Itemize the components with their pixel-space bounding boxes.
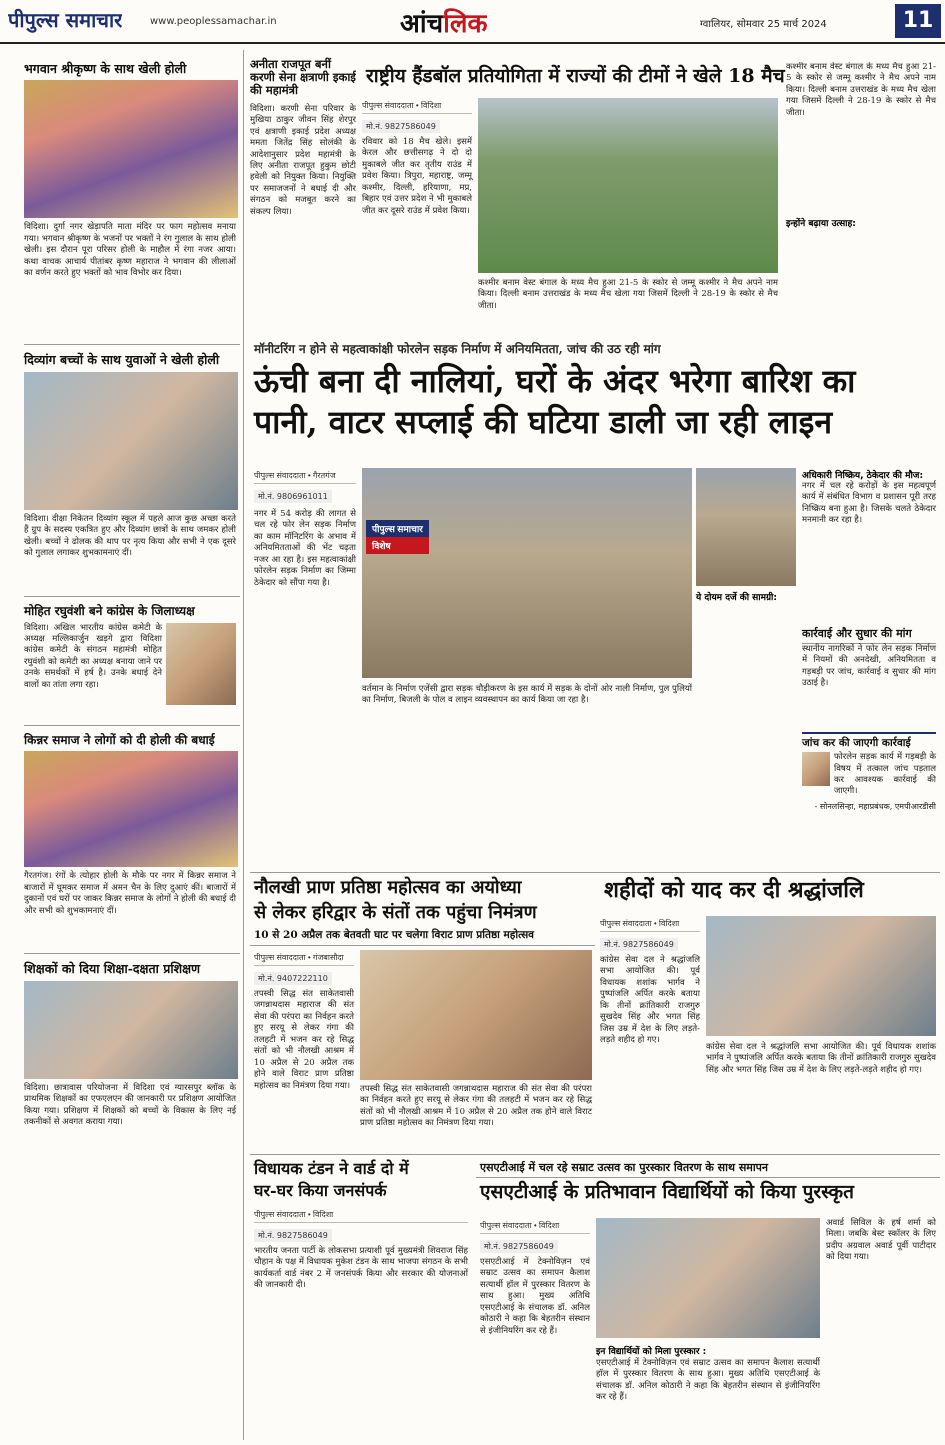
headline-line2: घर-घर किया जनसंपर्क	[254, 1181, 387, 1201]
story-subhead: इन विद्यार्थियों को मिला पुरस्कार :	[596, 1347, 707, 1357]
section-rule	[250, 1154, 940, 1155]
left-column	[4, 48, 240, 1440]
story-body: कांग्रेस सेवा दल ने श्रद्धांजलि सभा आयोजित की। पूर्व विधायक शशांक भार्गव ने पुष्पांजलि अर्पित करके बताया कि तीनों क्रांतिकारी राजगुरु सुखदेव सिंह और भगत सिंह जिस उम्र में देश के लिए लड़ते-लड़ते शहीद हो गए।	[600, 955, 700, 1046]
story-body: तपस्वी सिद्ध संत साकेतवासी जगन्नाथदास महाराज की संत सेवा की परंपरा का निर्वहन करते हुए सरयू से लेकर गंगा की तलहटी में भजन कर रहे सिद्ध संतों को भी नौलखी आश्रम में 10 अप्रैल से 20 अप्रैल तक होने वाले विराट प्राण प्रतिष्ठा महोत्सव का निमंत्रण दिया गया।	[360, 1084, 592, 1129]
lead-right-column	[802, 468, 936, 581]
byline: पीपुल्स संवाददाता • विदिशा	[254, 1207, 468, 1223]
official-portrait	[802, 752, 830, 786]
website-url: www.peoplessamachar.in	[150, 16, 277, 27]
lead-byline-block	[254, 468, 356, 869]
story-headline: शिक्षकों को दिया शिक्षा-दक्षता प्रशिक्षण	[24, 961, 201, 977]
training-photo	[24, 981, 238, 1079]
headline-line2: से लेकर हरिद्वार के संतों तक पहुंचा निमंत्रण	[254, 901, 537, 923]
story-body: अवार्ड सिविल के हर्ष शर्मा को मिला। जबकि बेस्ट स्कॉलर के लिए प्रदीप अग्रवाल अवार्ड पूर्वी पाटीदार को दिया गया।	[826, 1218, 936, 1263]
story-subhead: कार्रवाई और सुधार की मांग	[802, 628, 936, 644]
story-subhead: इन्होंने बढ़ाया उत्साह:	[786, 219, 856, 229]
story-subhead: अधिकारी निष्क्रिय, ठेकेदार की मौज:	[802, 471, 924, 481]
mobile-number: मो.नं. 9407222110	[254, 972, 332, 985]
mobile-number: मो.नं. 9827586049	[600, 938, 678, 951]
story-body: स्थानीय नागरिकों ने फोर लेन सड़क निर्माण में नियमों की अनदेखी, अनियमितता व गड़बड़ी पर जांच, कार्रवाई व सुधार की मांग उठाई है।	[802, 643, 936, 689]
lead-kicker: मॉनीटरिंग न होने से महत्वाकांक्षी फोरलेन सड़क निर्माण में अनियमितता, जांच की उठ रही मांग	[254, 342, 661, 356]
mobile-number: मो.नं. 9827586049	[254, 1229, 332, 1242]
story-body: भारतीय जनता पार्टी के लोकसभा प्रत्याशी पूर्व मुख्यमंत्री शिवराज सिंह चौहान के पक्ष में विधायक मुकेश टंडन के साथ भाजपा संगठन के सभी कार्यकर्ता वार्ड नंबर 2 में जनसंपर्क किया और सरकार की योजनाओं की जानकारी दी।	[254, 1245, 468, 1291]
sati-story	[476, 1158, 940, 1440]
road-construction-photo	[362, 468, 692, 678]
story-body: एसएटीआई में टेक्नोविज़न एवं सम्राट उत्सव का समापन कैलाश सत्यार्थी हॉल में पुरस्कार वितरण के साथ हुआ। मुख्य अतिथि एसएटीआई के संचालक डॉ. अनिल कोठारी ने कहा कि बेहतरीन संस्थान से इंजीनियरिंग कर रहे हैं।	[596, 1358, 820, 1403]
shaheed-story	[600, 876, 940, 1152]
section-title-b: लिक	[443, 9, 488, 39]
tag-brand: पीपुल्स समाचार	[366, 520, 429, 537]
story-headline: भगवान श्रीकृष्ण के साथ खेली होली	[24, 61, 187, 76]
story-body: कांग्रेस सेवा दल ने श्रद्धांजलि सभा आयोजित की। पूर्व विधायक शशांक भार्गव ने पुष्पांजलि अर्पित करके बताया कि तीनों क्रांतिकारी राजगुरु सुखदेव सिंह और भगत सिंह जिस उम्र में देश के लिए लड़ते-लड़ते शहीद हो गए।	[706, 1042, 936, 1075]
story-block	[4, 623, 240, 719]
mobile-number: मो.नं. 9806961011	[254, 490, 332, 503]
story-headline: एसएटीआई के प्रतिभावान विद्यार्थियों को किया पुरस्कृत	[480, 1181, 854, 1203]
story-headline: राष्ट्रीय हैंडबॉल प्रतियोगिता में राज्यों की टीमों ने खेले 18 मैच	[366, 65, 785, 87]
story-body: तपस्वी सिद्ध संत साकेतवासी जगन्नाथदास महाराज की संत सेवा की परंपरा का निर्वहन करते हुए सरयू से लेकर गंगा की तलहटी में भजन कर रहे सिद्ध संतों को भी नौलखी आश्रम में 10 अप्रैल से 20 अप्रैल तक होने वाले विराट प्राण प्रतिष्ठा महोत्सव का निमंत्रण दिया गया।	[254, 989, 354, 1091]
story-body: विदिशा। दीक्षा निकेतन दिव्यांग स्कूल में पहले आज कुछ अच्छा करते हैं ग्रुप के सदस्य एकत्रित हुए और दिव्यांग छात्रों के साथ जमकर होली खेली। बच्चों ने ढोलक की थाप पर नृत्य किया और सभी ने एक दूसरे को गुलाल लगाकर शुभकामनाएं दीं।	[24, 513, 236, 559]
special-tag	[366, 520, 429, 554]
story-headline: अनीता राजपूत बनीं करणी सेना क्षत्राणी इकाई की महामंत्री	[250, 57, 356, 98]
award-photo	[596, 1218, 820, 1338]
quote-headline: जांच कर की जाएगी कार्रवाई	[802, 737, 911, 749]
byline-block	[254, 950, 354, 1152]
lead-headline-line1: ऊंची बना दी नालियां, घरों के अंदर भरेगा बारिश का	[254, 362, 856, 400]
handball-right	[786, 62, 936, 229]
story-headline: दिव्यांग बच्चों के साथ युवाओं ने खेली होली	[24, 352, 220, 368]
byline-block	[362, 98, 472, 327]
byline: पीपुल्स संवाददाता • विदिशा	[362, 98, 472, 114]
lead-right-column-2	[802, 628, 936, 724]
dateline: ग्वालियर, सोमवार 25 मार्च 2024	[700, 19, 827, 30]
section-title-a: आंच	[400, 9, 444, 39]
quote-body: फोरलेन सड़क कार्य में गड़बड़ी के विषय में तत्काल जांच पड़ताल कर आवश्यक कार्रवाई की जाएगी।	[834, 752, 936, 797]
story-body: एसएटीआई में टेक्नोविज़न एवं सम्राट उत्सव का समापन कैलाश सत्यार्थी हॉल में पुरस्कार वितरण के साथ हुआ। मुख्य अतिथि एसएटीआई के संचालक डॉ. अनिल कोठारी ने कहा कि बेहतरीन संस्थान से इंजीनियरिंग कर रहे हैं।	[480, 1257, 590, 1336]
byline-block	[600, 916, 700, 1135]
newspaper-logo: पीपुल्स समाचार	[8, 8, 123, 32]
byline-block	[250, 1207, 472, 1426]
story-body: नगर में चल रहे करोड़ों के इस महत्वपूर्ण कार्य में संबंधित विभाग व प्रशासन पूरी तरह निष्क्रिय बना हुआ है। जिसके चलते ठेकेदार मनमानी कर रहा है।	[802, 481, 936, 526]
quote-author: - सोनलसिन्हा, महाप्रबंधक, एमपीआरडीसी	[814, 802, 936, 812]
quote-row	[802, 752, 936, 802]
handball-story	[362, 62, 940, 334]
mobile-number: मो.नं. 9827586049	[362, 120, 440, 133]
story-body: गैरतगंज। रंगों के त्योहार होली के मौके पर नगर में किन्नर समाज ने बाजारों में घूमकर समाज में अमन चैन के लिए दुआएं कीं। बाजारों में दुकानों एवं घरों पर जाकर किन्नर समाज के लोगों ने होली की बधाई दी और सभी को शुभकामनाएं दीं।	[24, 871, 236, 916]
drain-photo	[696, 468, 796, 586]
story-body: विदिशा। करणी सेना परिवार के मुखिया ठाकुर जीवन सिंह शेरपुर एवं क्षत्राणी इकाई प्रदेश अध्यक्ष ममता जितेंद्र सिंह सोलंकी के आदेशानुसार प्रदेश महामंत्री के लिए अनीता राजपूत हुकुम छोटी हवेली को नियुक्त किया। नियुक्ति पर समाजजनों ने बधाई दी और संगठन को मजबूत करने का संकल्प लिया।	[250, 103, 356, 217]
lead-headline-line2: पानी, वाटर सप्लाई की घटिया डाली जा रही लाइन	[254, 402, 833, 441]
byline: पीपुल्स संवाददाता • गंजबासौदा	[254, 950, 354, 966]
byline: पीपुल्स संवाददाता • विदिशा	[600, 916, 700, 932]
story-headline: शहीदों को याद कर दी श्रद्धांजलि	[604, 877, 864, 903]
tribute-photo	[706, 916, 936, 1036]
story-body: वर्तमान के निर्माण एजेंसी द्वारा सड़क चौड़ीकरण के इस कार्य में सड़क के दोनों ओर नाली निर्माण, पुल पुलियों का निर्माण, बिजली के पोल व लाइन व्यवस्थापन का कार्य किया जा रहा है।	[362, 684, 692, 706]
byline: पीपुल्स संवाददाता • गैरतगंज	[254, 468, 356, 484]
headline-line1: नौलखी प्राण प्रतिष्ठा महोत्सव का अयोध्या	[254, 877, 522, 898]
tandon-story	[250, 1158, 472, 1440]
tag-label: विशेष	[366, 537, 429, 554]
story-body: नगर में 54 करोड़ की लागत से चल रहे फोर लेन सड़क निर्माण का काम मॉनिटरिंग के अभाव में अनियमितताओं की भेंट चढ़ता नजर आ रहा है। इस महत्वाकांक्षी फोरलेन सड़क निर्माण का जिम्मा ठेकेदार को सौंपा गया है।	[254, 509, 356, 588]
karni-sena-story	[250, 52, 356, 380]
photo-caption: ये दोयम दर्जे की सामग्री:	[696, 593, 777, 603]
divyang-holi-photo	[24, 372, 238, 510]
handball-photo	[478, 98, 778, 273]
mobile-number: मो.नं. 9827586049	[480, 1240, 558, 1253]
story-body: रविवार को 18 मैच खेले। इसमें केरल और छत्तीसगढ़ ने दो दो मुकाबले जीत कर तृतीय राउंड में प्रवेश किया। त्रिपुरा, महाराष्ट्र, जम्मू कश्मीर, दिल्ली, हरियाणा, मप्र, बिहार एवं उत्तर प्रदेश ने भी मुकाबले जीत कर दूसरे राउंड में प्रवेश किया।	[362, 137, 472, 216]
story-subtitle: 10 से 20 अप्रैल तक बेतवती घाट पर चलेगा विराट प्राण प्रतिष्ठा महोत्सव	[250, 925, 595, 946]
lead-story	[250, 340, 940, 870]
section-title	[400, 4, 487, 40]
headline-line1: विधायक टंडन ने वार्ड दो में	[254, 1159, 409, 1178]
story-body: विदिशा। दुर्गा नगर खेड़ापति माता मंदिर पर फाग महोत्सव मनाया गया। भगवान श्रीकृष्ण के भजनों पर भक्तों ने रंग गुलाल के साथ होली खेली। इस दौरान पूरा परिसर होली के माहौल में रंगा नजर आया। कथा वाचक आचार्य पीतांबर कृष्ण महाराज ने भगवान की लीलाओं का वर्णन करते हुए भक्तों को भाव विभोर कर दिया।	[24, 222, 236, 279]
kinnar-photo	[24, 751, 238, 867]
story-body: कश्मीर बनाम वेस्ट बंगाल के मध्य मैच हुआ 21-5 के स्कोर से जम्मू कश्मीर ने मैच अपने नाम किया। दिल्ली बनाम उत्तराखंड के मध्य मैच खेला गया जिसमें दिल्ली ने 28-19 के स्कोर से मैच जीता।	[478, 278, 778, 311]
page-number: 11	[895, 4, 941, 38]
saints-photo	[360, 950, 592, 1080]
byline-block	[480, 1218, 590, 1427]
column-rule	[243, 50, 244, 1440]
story-body: विदिशा। छात्रावास परियोजना में विदिशा एवं ग्यारसपुर ब्लॉक के प्राथमिक शिक्षकों का एफएलएन की जानकारी पर प्रशिक्षण आयोजित किया गया। प्रशिक्षण में शिक्षकों को बच्चों के विकास के लिए नई तकनीकों से अवगत कराया गया।	[24, 1082, 236, 1128]
portrait-photo	[166, 623, 236, 705]
story-banner: एसएटीआई में चल रहे सम्राट उत्सव का पुरस्कार वितरण के साथ समापन	[476, 1158, 940, 1178]
story-headline: किन्नर समाज ने लोगों को दी होली की बधाई	[24, 732, 215, 747]
story-headline: मोहित रघुवंशी बने कांग्रेस के जिलाध्यक्ष	[24, 603, 195, 618]
holi-photo	[24, 80, 238, 218]
naulakhi-story	[250, 876, 595, 1152]
story-body: कश्मीर बनाम वेस्ट बंगाल के मध्य मैच हुआ 21-5 के स्कोर से जम्मू कश्मीर ने मैच अपने नाम किया। दिल्ली बनाम उत्तराखंड के मध्य मैच खेला गया जिसमें दिल्ली ने 28-19 के स्कोर से मैच जीता।	[786, 62, 936, 118]
quote-box	[802, 732, 936, 813]
byline: पीपुल्स संवाददाता • विदिशा	[480, 1218, 590, 1234]
masthead	[0, 0, 945, 44]
section-rule	[250, 872, 940, 873]
story-body: विदिशा। अखिल भारतीय कांग्रेस कमेटी के अध्यक्ष मल्लिकार्जुन खड़गे द्वारा विदिशा कांग्रेस कमेटी के संगठन महामंत्री मोहित रघुवंशी को कमेटी का अध्यक्ष बनाया जाने पर उनके समर्थकों में हर्ष है। उनके बधाई देने वालों का तांता लगा रहा।	[24, 622, 162, 690]
